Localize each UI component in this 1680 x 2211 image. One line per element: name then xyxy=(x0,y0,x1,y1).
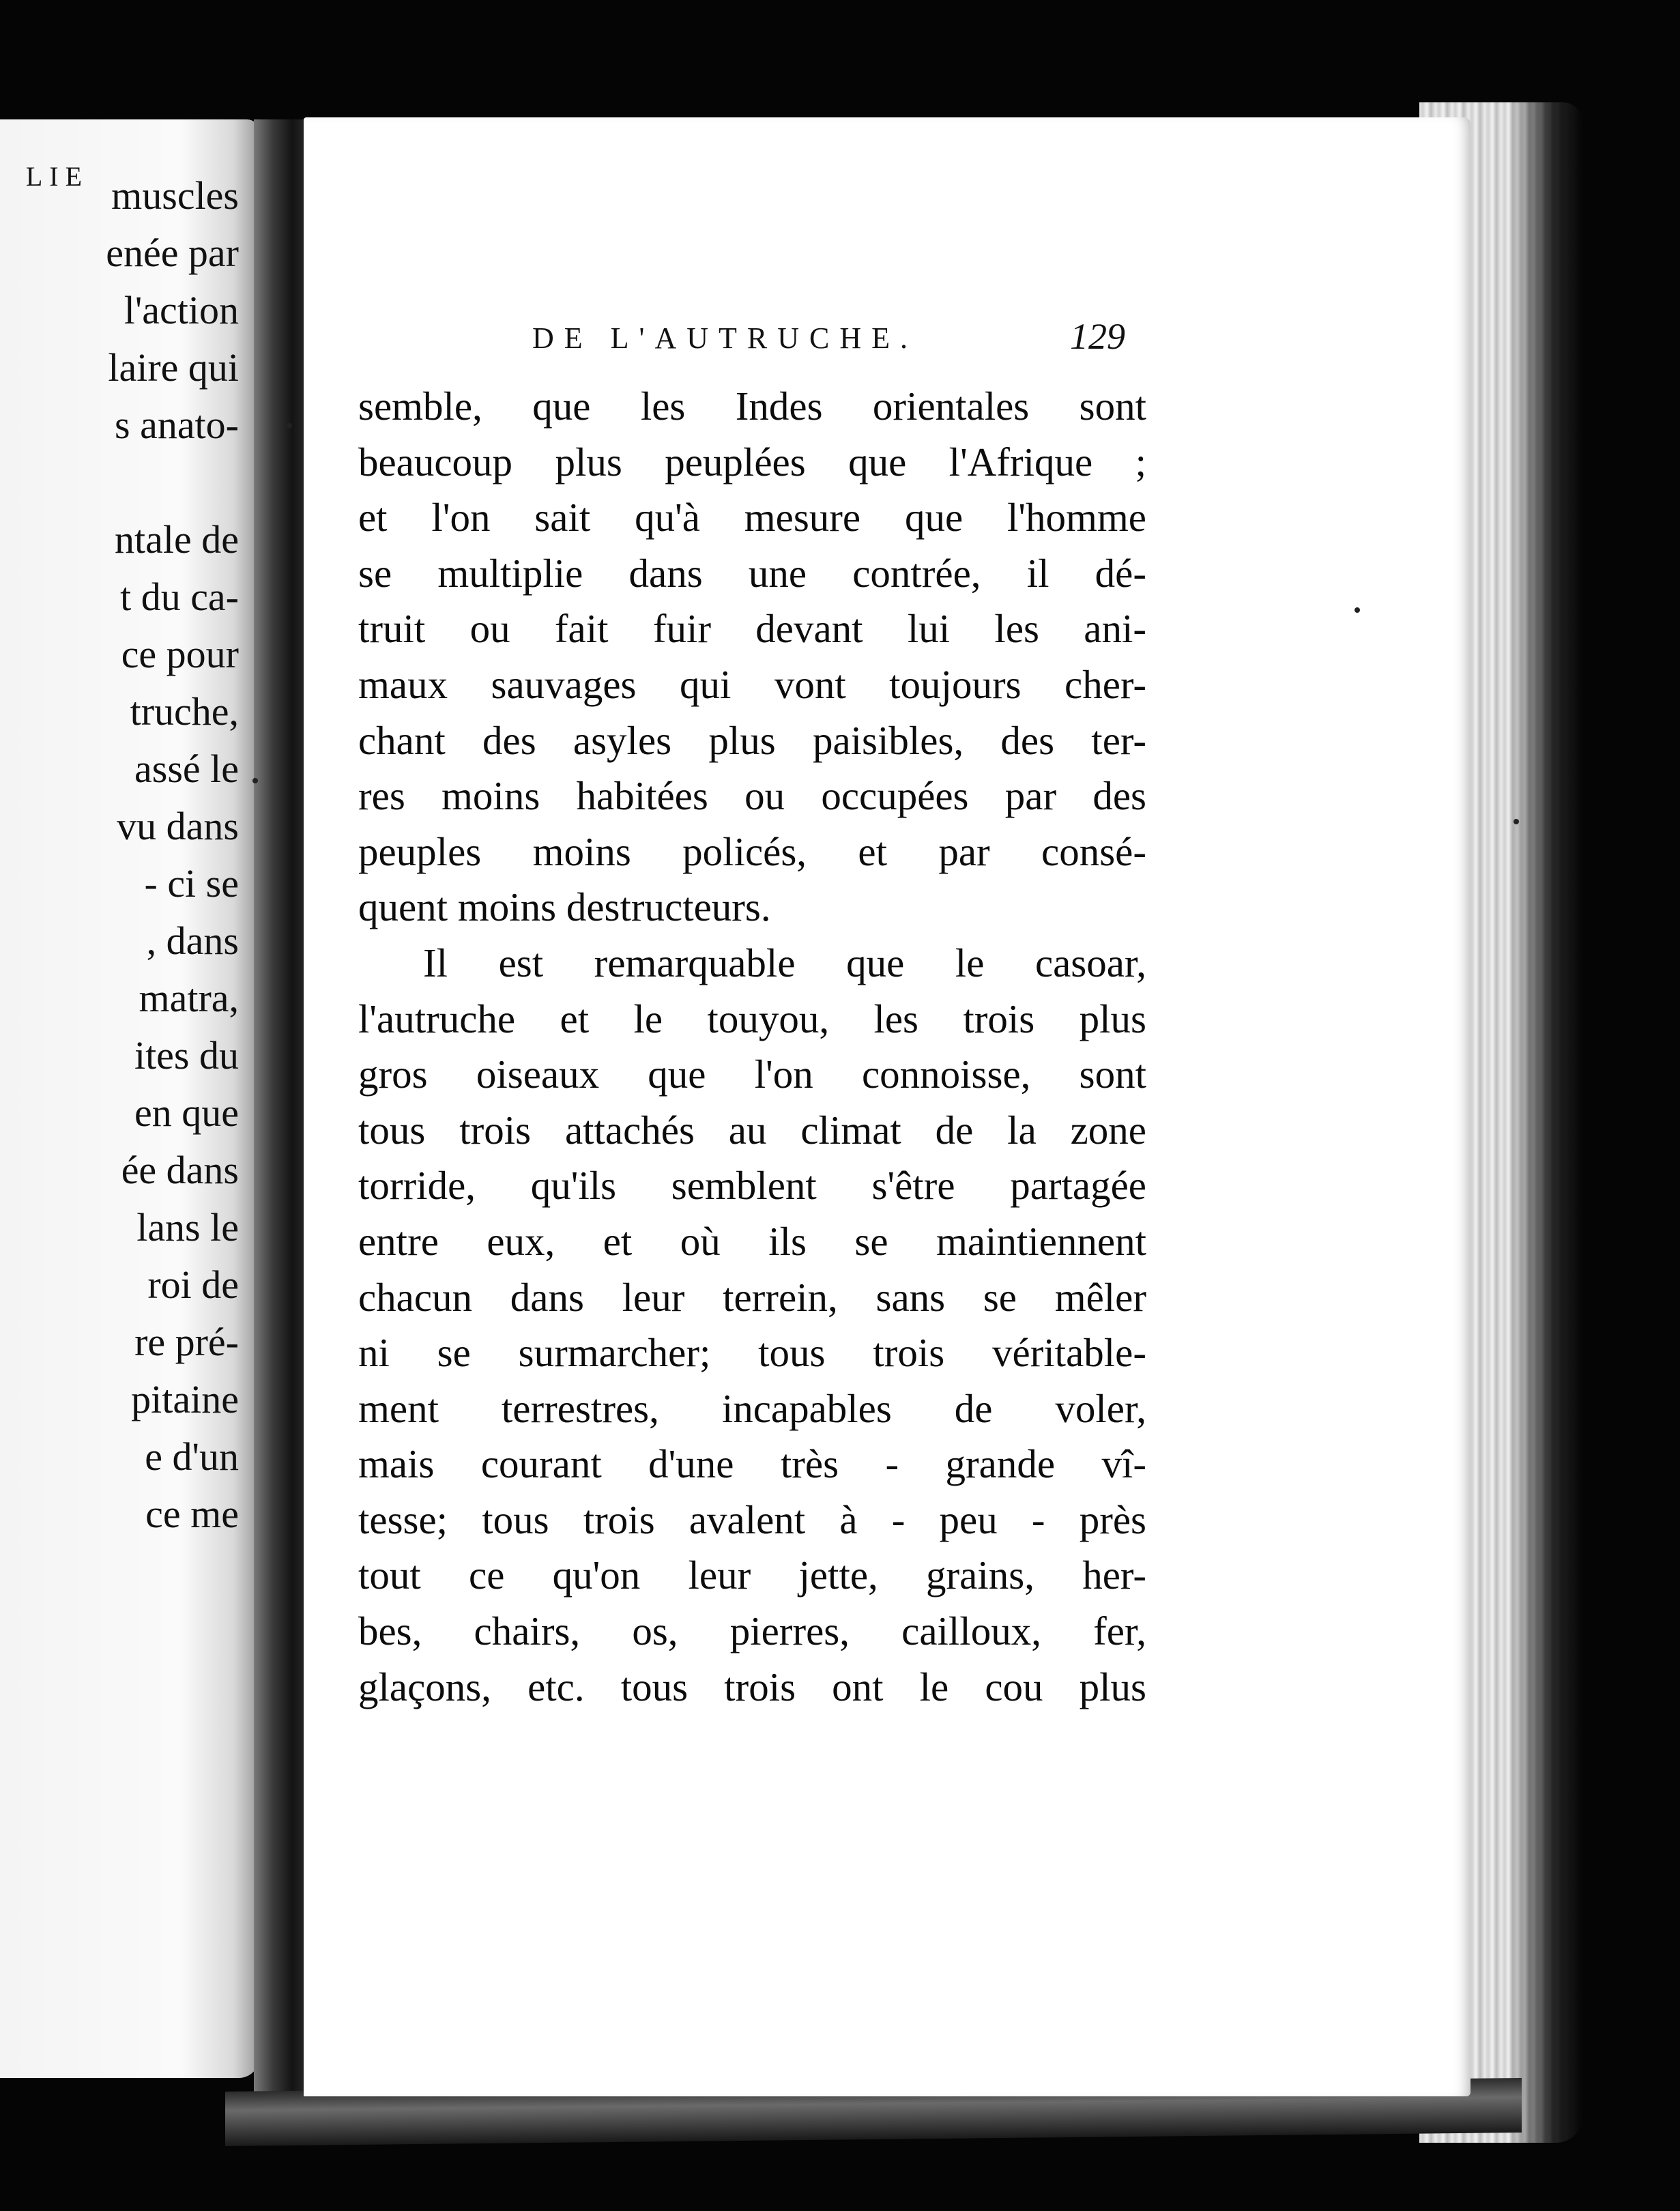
speck xyxy=(1355,607,1360,613)
text-line: peuples moins policés, et par consé- xyxy=(358,828,1146,874)
speck xyxy=(287,423,292,429)
speck xyxy=(252,778,258,783)
text-line: gros oiseaux que l'on connoisse, sont xyxy=(358,1052,1146,1097)
left-line: l'action xyxy=(124,288,239,332)
text-line: truit ou fait fuir devant lui les ani- xyxy=(358,606,1146,652)
left-line: vu dans xyxy=(117,804,239,848)
text-line: entre eux, et où ils se maintiennent xyxy=(358,1218,1146,1264)
left-line: t du ca- xyxy=(120,575,239,619)
left-line: muscles xyxy=(111,173,239,218)
speck xyxy=(1514,819,1519,824)
text-line: chant des asyles plus paisibles, des ter- xyxy=(358,717,1146,763)
left-line: re pré- xyxy=(134,1320,239,1364)
text-line: ni se surmarcher; tous trois véritable- xyxy=(358,1330,1146,1376)
body-text xyxy=(358,379,1146,1715)
text-line: res moins habitées ou occupées par des xyxy=(358,773,1146,819)
left-line: enée par xyxy=(106,231,239,275)
text-line: Il est remarquable que le casoar, xyxy=(423,940,1146,985)
left-line: assé le xyxy=(134,747,239,791)
text-line: ment terrestres, incapables de voler, xyxy=(358,1385,1146,1431)
left-line: e d'un xyxy=(145,1434,239,1479)
left-line: truche, xyxy=(130,689,239,734)
text-line: glaçons, etc. tous trois ont le cou plus xyxy=(358,1664,1146,1709)
left-line: ntale de xyxy=(115,517,239,562)
left-line: lans le xyxy=(136,1205,239,1249)
text-line: maux sauvages qui vont toujours cher- xyxy=(358,661,1146,707)
text-line: torride, qu'ils semblent s'être partagée xyxy=(358,1163,1146,1209)
text-line: l'autruche et le touyou, les trois plus xyxy=(358,996,1146,1041)
left-line: s anato- xyxy=(115,403,239,447)
left-line: , dans xyxy=(146,919,239,963)
left-line: matra, xyxy=(139,976,239,1020)
text-line: quent moins destructeurs. xyxy=(358,884,771,930)
left-page-header: LIE xyxy=(25,161,89,192)
left-page-text xyxy=(0,167,239,1543)
text-line: tesse; tous trois avalent à - peu - près xyxy=(358,1497,1146,1542)
left-line: ée dans xyxy=(121,1148,239,1192)
text-line: chacun dans leur terrein, sans se mêler xyxy=(358,1274,1146,1320)
text-line: et l'on sait qu'à mesure que l'homme xyxy=(358,495,1146,540)
left-line: laire qui xyxy=(108,345,239,390)
text-line: beaucoup plus peuplées que l'Afrique ; xyxy=(358,439,1146,485)
text-line: tous trois attachés au climat de la zone xyxy=(358,1107,1146,1153)
book-gutter xyxy=(254,119,308,2098)
text-line: semble, que les Indes orientales sont xyxy=(358,384,1146,429)
running-head: DE L'AUTRUCHE. xyxy=(532,321,918,355)
left-line: pitaine xyxy=(131,1377,239,1421)
text-line: mais courant d'une très - grande vî- xyxy=(358,1441,1146,1487)
text-line: se multiplie dans une contrée, il dé- xyxy=(358,550,1146,596)
left-line: en que xyxy=(134,1090,239,1135)
text-line: bes, chairs, os, pierres, cailloux, fer, xyxy=(358,1608,1146,1654)
left-line: ites du xyxy=(134,1033,239,1078)
left-line: roi de xyxy=(147,1262,239,1307)
left-line xyxy=(0,454,239,511)
left-line: - ci se xyxy=(144,861,239,906)
left-line: ce pour xyxy=(121,632,239,676)
text-line: tout ce qu'on leur jette, grains, her- xyxy=(358,1552,1146,1598)
page-number: 129 xyxy=(1070,316,1125,357)
left-line: ce me xyxy=(145,1492,239,1536)
